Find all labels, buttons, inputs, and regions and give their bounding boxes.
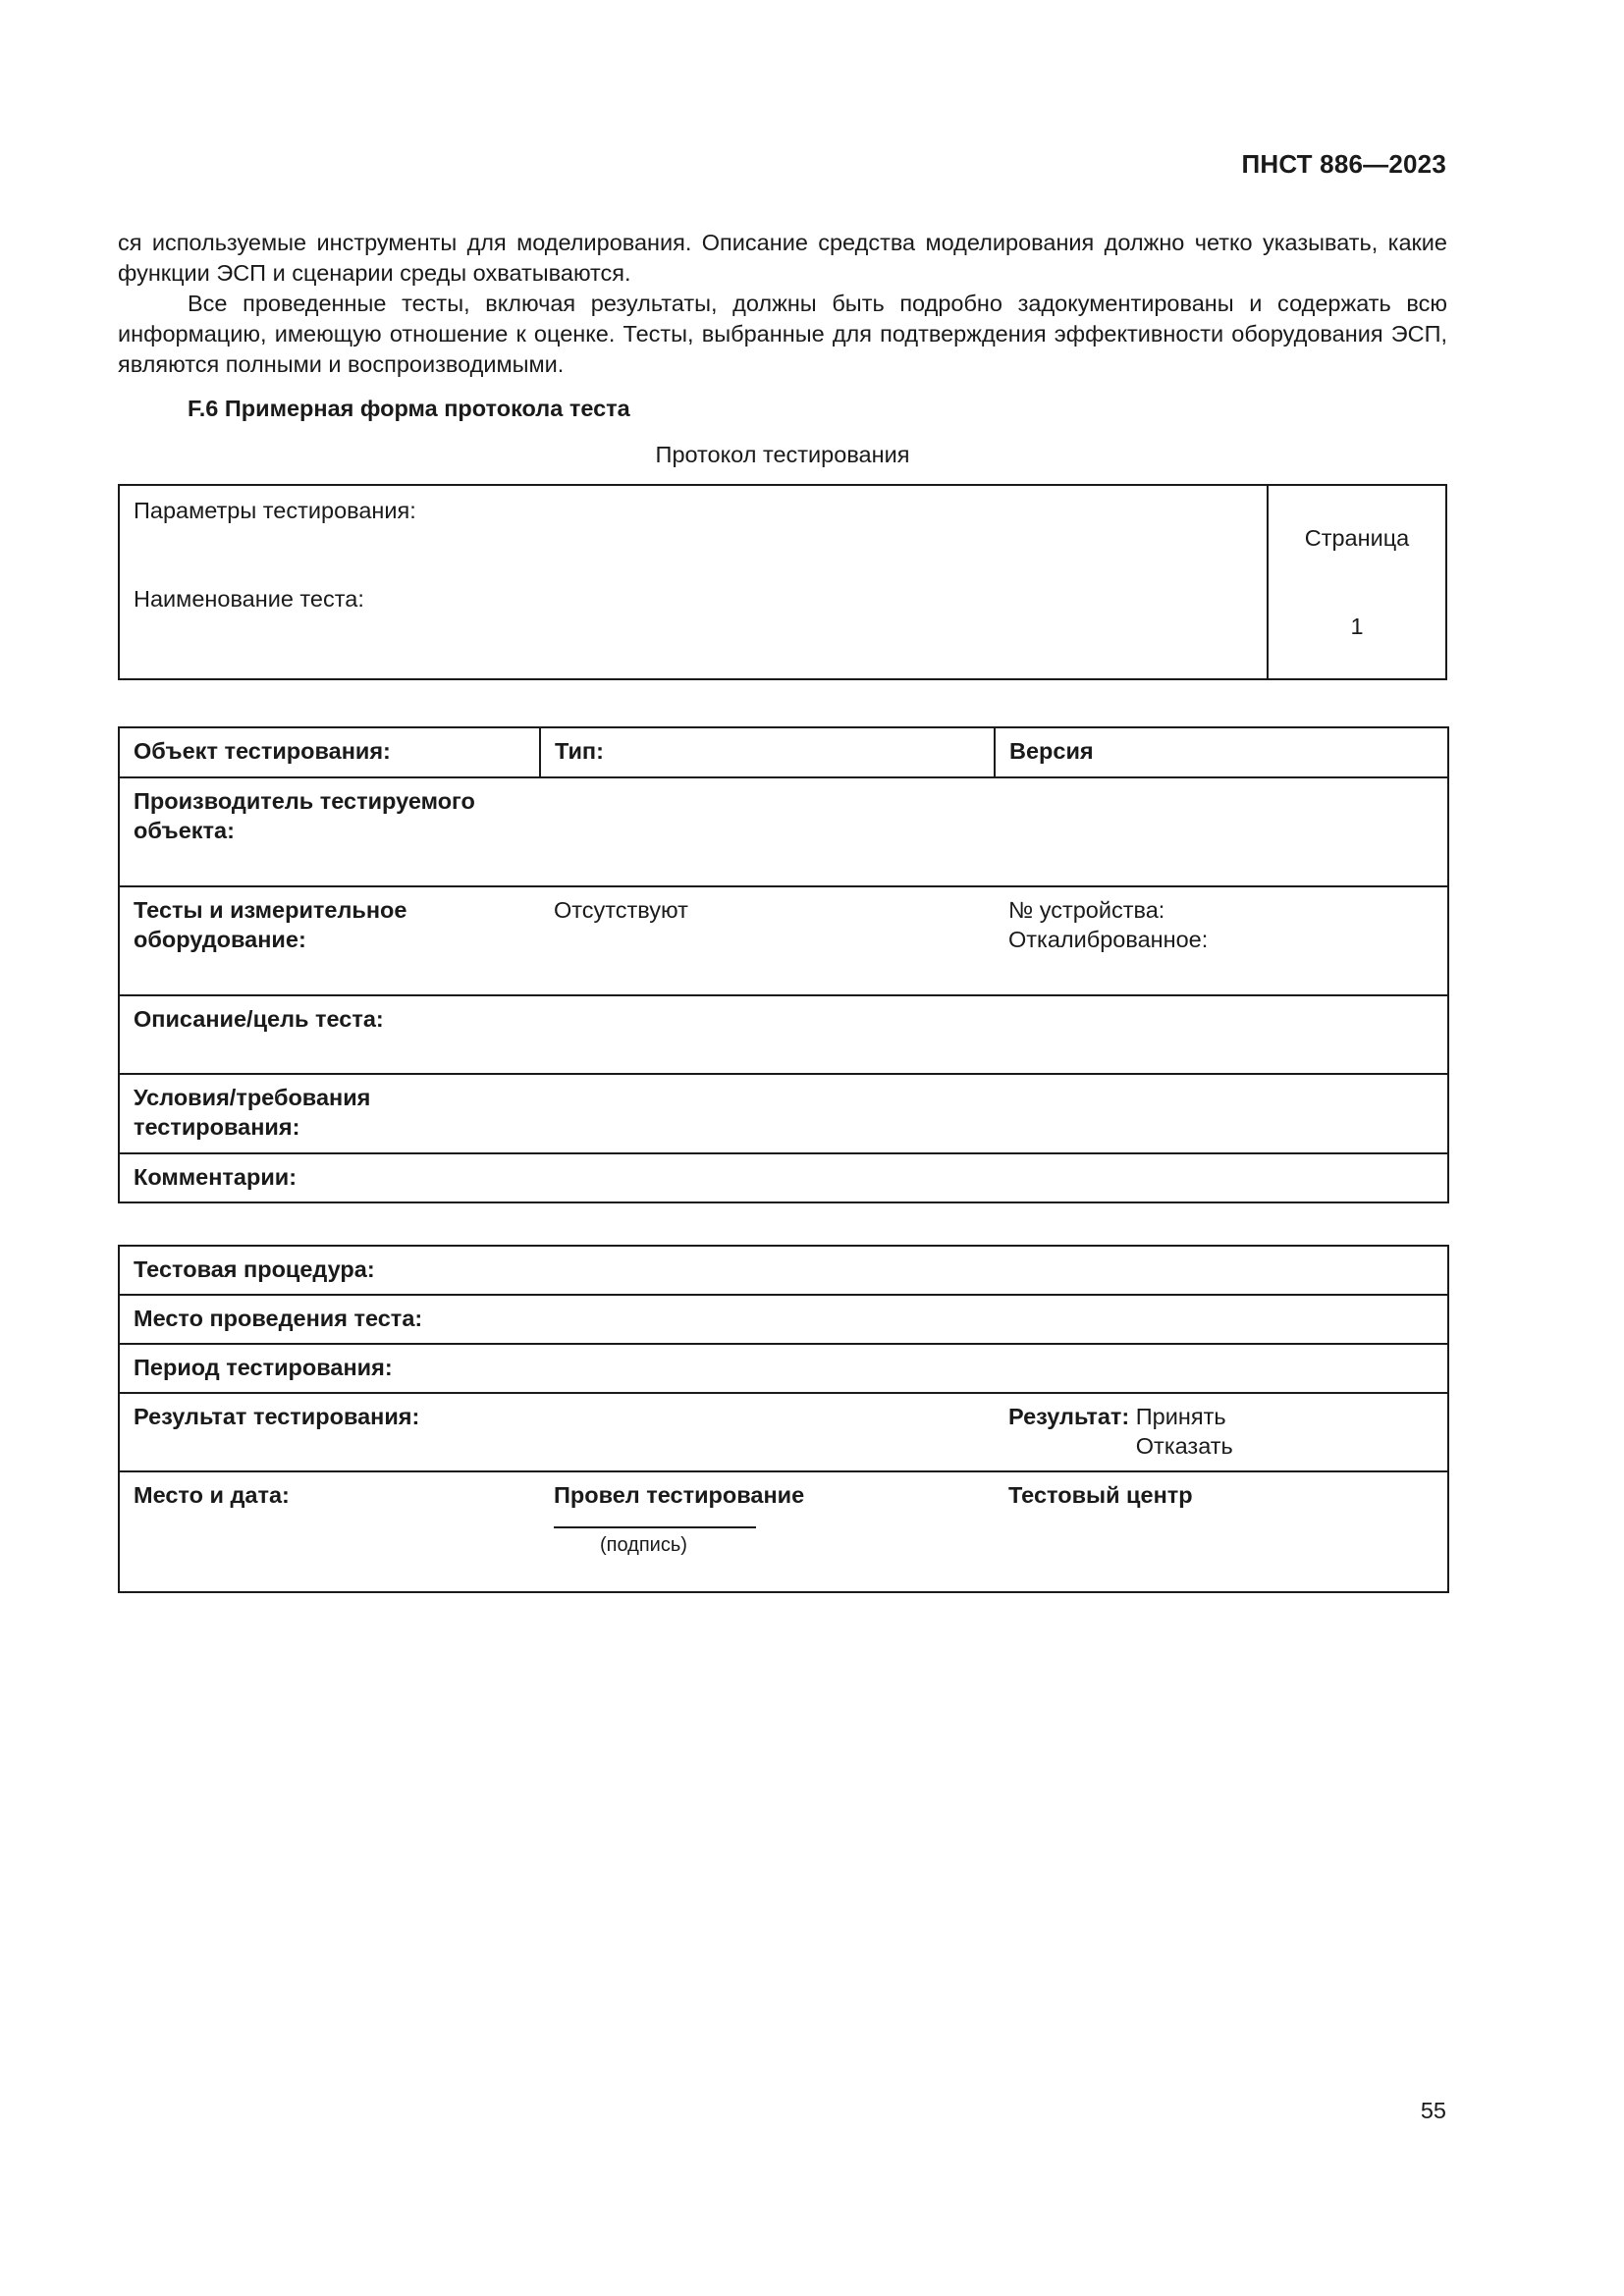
reject-option: Отказать: [1135, 1433, 1233, 1459]
manufacturer-value-extra: [995, 777, 1448, 886]
test-period-label: Период тестирования:: [119, 1344, 1448, 1393]
section-heading: F.6 Примерная форма протокола теста: [188, 396, 630, 421]
procedure-label: Тестовая процедура:: [119, 1246, 1448, 1295]
test-object-label: Объект тестирования:: [119, 727, 540, 777]
table-row: [119, 1246, 1448, 1295]
accept-option: Принять: [1135, 1404, 1226, 1429]
result-label: Результат:: [1008, 1404, 1130, 1429]
result-options: [1136, 1402, 1233, 1461]
signature-line: [554, 1526, 756, 1528]
device-info: [995, 886, 1448, 995]
version-label: Версия: [995, 727, 1448, 777]
equipment-value: Отсутствуют: [540, 886, 995, 995]
table-row: [119, 1344, 1448, 1393]
table-row: [119, 1153, 1448, 1202]
table-row: [119, 1295, 1448, 1344]
body-paragraph-1: ся используемые инструменты для моделирования. Описание средства моделирования должно четко указывать, какие функции ЭСП и сценарии среды охватываются.: [118, 230, 1447, 286]
type-label: Тип:: [540, 727, 995, 777]
page-label: Страница: [1304, 525, 1410, 551]
signature-caption: (подпись): [600, 1534, 687, 1556]
table-row: [119, 777, 1448, 886]
manufacturer-value: [540, 777, 995, 886]
description-label: Описание/цель теста:: [119, 995, 1448, 1074]
conditions-label: Условия/требования тестирования:: [119, 1074, 540, 1153]
test-location-label: Место проведения теста:: [119, 1295, 1448, 1344]
conditions-value: [540, 1074, 1448, 1153]
table-row: [119, 727, 1448, 777]
manufacturer-label: Производитель тестируемого объекта:: [119, 777, 540, 886]
test-object-table: [118, 726, 1449, 1203]
table-row: [119, 995, 1448, 1074]
table-row: [119, 886, 1448, 995]
place-date-label: Место и дата:: [119, 1471, 540, 1592]
test-center-label: Тестовый центр: [995, 1471, 1448, 1592]
test-result-value: [540, 1393, 995, 1471]
body-text: [118, 228, 1447, 380]
equipment-label: Тесты и измерительное оборудование:: [119, 886, 540, 995]
page-number: 55: [1420, 2098, 1446, 2123]
device-number-label: № устройства:: [1008, 897, 1165, 923]
page-cell: [1269, 486, 1445, 678]
calibrated-label: Откалиброванное:: [1008, 927, 1209, 952]
page-value: 1: [1350, 614, 1364, 639]
test-parameters-cell: [120, 486, 1269, 678]
tested-by-cell: [540, 1471, 995, 1592]
test-result-label: Результат тестирования:: [119, 1393, 540, 1471]
test-parameters-label: Параметры тестирования:: [134, 498, 416, 523]
test-parameters-table: [118, 484, 1447, 680]
table-row: [119, 1471, 1448, 1592]
tested-by-label: Провел тестирование: [554, 1482, 805, 1508]
body-paragraph-2: Все проведенные тесты, включая результаты, должны быть подробно задокументированы и содержать всю информацию, имеющую отношение к оценке. Тесты, выбранные для подтверждения эффективности оборудования ЭСП, являются полными и воспроизводимыми.: [118, 291, 1447, 377]
test-procedure-table: [118, 1245, 1449, 1593]
document-id-header: ПНСТ 886—2023: [1241, 149, 1446, 179]
protocol-title: Протокол тестирования: [655, 442, 910, 467]
table-row: [119, 1074, 1448, 1153]
result-cell: [995, 1393, 1448, 1471]
test-name-label: Наименование теста:: [134, 586, 364, 612]
comments-label: Комментарии:: [119, 1153, 1448, 1202]
table-row: [119, 1393, 1448, 1471]
